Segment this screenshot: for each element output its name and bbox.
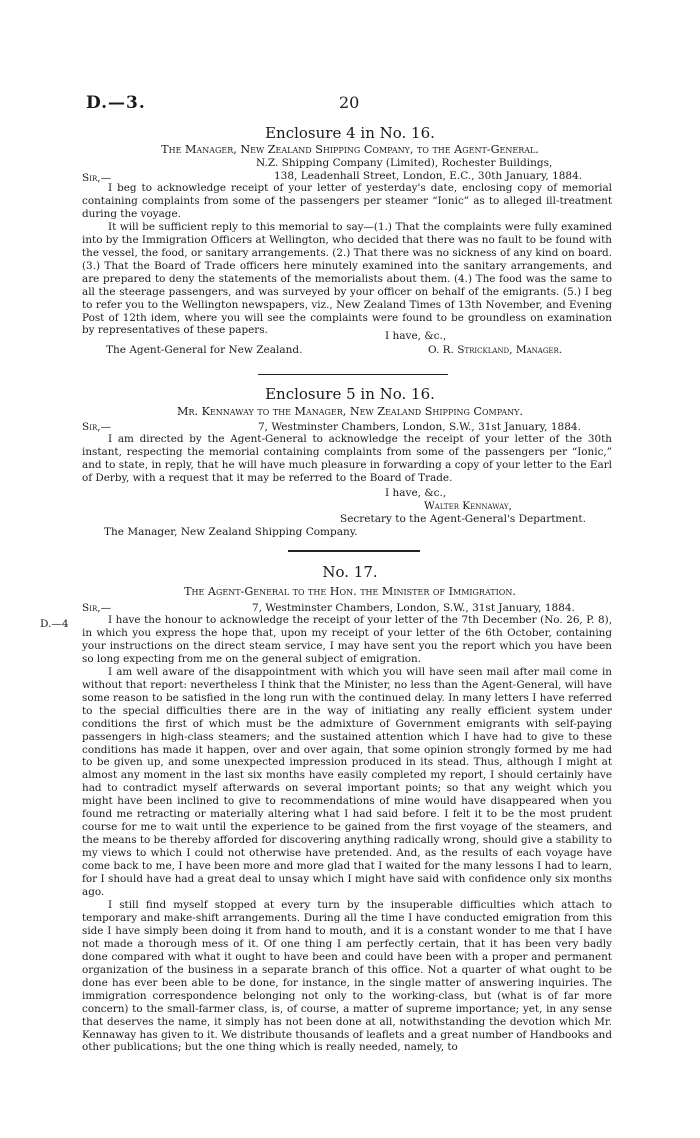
enclosure5-subtitle: Mr. Kennaway to the Manager, New Zealand Shipping Company. xyxy=(177,405,523,418)
enclosure4-body xyxy=(82,182,612,337)
enclosure4-address-line2: 138, Leadenhall Street, London, E.C., 30th January, 1884. xyxy=(274,170,583,182)
no17-paragraph-3: I still find myself stopped at every turn by the insuperable difficulties which attach to temporary and make-shift arrangements. During all the time I have conducted emigration from this side I have simply been doing it from hand to mouth, and it is a constant wonder to me that I have not made a thorough mess of it. Of one thing I am perfectly certain, that it has been very badly done compared with what it ought to have been and could have been with a proper and permanent organization of the business in a separate branch of this office. Not a quarter of what ought to be done has ever been able to be done, for instance, in the single matter of answering inquiries. The immigration correspondence belonging not only to the working-class, but (what is of far more concern) to the small-farmer class, is, of course, a matter of supreme importance; yet, in any sense that deserves the name, it simply has not been done at all, notwithstanding the devotion which Mr. Kennaway has given to it. We distribute thousands of leaflets and a great number of Handbooks and other publications; but the one thing which is really needed, namely, to xyxy=(82,898,612,1054)
enclosure5-signature: Walter Kennaway, xyxy=(424,500,512,512)
no17-salutation: Sir,— xyxy=(82,602,112,614)
enclosure5-title: Enclosure 5 in No. 16. xyxy=(265,385,435,403)
enclosure5-salutation: Sir,— xyxy=(82,421,112,433)
no17-paragraph-1: I have the honour to acknowledge the receipt of your letter of the 7th December (No. 26, P. 8), in which you express the hope that, upon my receipt of your letter of the 6th October, containing your instructions on the direct steam service, I may have sent you the report which you have been so long expecting from me on the general subject of emigration. xyxy=(82,614,612,665)
enclosure4-closing: I have, &c., xyxy=(385,330,447,342)
no17-title: No. 17. xyxy=(322,563,378,581)
enclosure4-address-line1: N.Z. Shipping Company (Limited), Rochester Buildings, xyxy=(256,157,553,169)
section-divider-thick xyxy=(288,550,420,552)
enclosure5-addressee: The Manager, New Zealand Shipping Company. xyxy=(104,526,358,538)
page-number: 20 xyxy=(339,93,360,112)
section-divider xyxy=(258,374,448,375)
enclosure5-closing: I have, &c., xyxy=(385,487,447,499)
no17-address: 7, Westminster Chambers, London, S.W., 31st January, 1884. xyxy=(252,602,575,614)
no17-subtitle: The Agent-General to the Hon. the Minister of Immigration. xyxy=(184,585,516,598)
document-reference: D.—3. xyxy=(86,93,146,113)
enclosure4-addressee: The Agent-General for New Zealand. xyxy=(106,344,303,356)
enclosure5-signature-title: Secretary to the Agent-General's Department. xyxy=(340,513,586,525)
enclosure4-salutation: Sir,— xyxy=(82,172,112,184)
enclosure4-title: Enclosure 4 in No. 16. xyxy=(265,124,435,142)
enclosure4-paragraph-2: It will be sufficient reply to this memorial to say—(1.) That the complaints were fully examined into by the Immigration Officers at Wellington, who decided that there was no fault to be found with the vessel, the food, or sanitary arrangements. (2.) That there was no sickness of any kind on board. (3.) That the Board of Trade officers here minutely examined into the sanitary arrangements, and are prepared to deny the statements of the memorialists about them. (4.) The food was the same to all the steerage passengers, and was surveyed by your officer on behalf of the emigrants. (5.) I beg to refer you to the Wellington newspapers, viz., New Zealand Times of 13th November, and Evening Post of 12th idem, where you will see the complaints were found to be groundless on examination by representatives of these papers. xyxy=(82,220,612,337)
no17-body xyxy=(82,614,612,1054)
enclosure4-paragraph-1: I beg to acknowledge receipt of your letter of yesterday's date, enclosing copy of memorial containing complaints from some of the passengers per steamer “Ionic” as to alleged ill-treatment during the voyage. xyxy=(82,182,612,220)
enclosure5-address: 7, Westminster Chambers, London, S.W., 31st January, 1884. xyxy=(258,421,581,433)
enclosure4-signature: O. R. Strickland, Manager. xyxy=(428,344,563,356)
enclosure5-paragraph-1: I am directed by the Agent-General to acknowledge the receipt of your letter of the 30th instant, respecting the memorial containing complaints from some of the passengers per “Ionic,” and to state, in reply, that he will have much pleasure in forwarding a copy of your letter to the Earl of Derby, with a request that it may be referred to the Board of Trade. xyxy=(82,433,612,484)
no17-paragraph-2: I am well aware of the disappointment with which you will have seen mail after mail come in without that report: nevertheless I think that the Minister, no less than the Agent-General, will have some reason to be satisfied in the long run with the continued delay. In many letters I have referred to the special difficulties there are in the way of initiating any really efficient system under conditions the first of which must be the admixture of Government emigrants with self-paying passengers in high-class steamers; and the sustained attention which I have had to give to these conditions has made it happen, over and over again, that some opinion strongly formed by me had to be given up, and some unexpected impression produced in its stead. Thus, although I might at almost any moment in the last six months have easily completed my report, I should certainly have had to contradict myself afterwards on several important points; so that any weight which you might have been inclined to give to recommendations of mine would have disappeared when you found me retracting or materially altering what I had said before. I felt it to be the most prudent course for me to wait until the experience to be gained from the first voyage of the steamers, and the means to be thereby afforded for discovering anything radically wrong, should give a stability to my views to which I could not otherwise have pretended. And, as the results of each voyage have come back to me, I have been more and more glad that I waited for the many lessons I had to learn, for I should have had a great deal to unsay which I might have said with confidence only six months ago. xyxy=(82,665,612,899)
margin-reference: D.—4 xyxy=(40,618,69,630)
enclosure4-subtitle: The Manager, New Zealand Shipping Company, to the Agent-General. xyxy=(161,143,539,156)
enclosure5-body xyxy=(82,433,612,485)
